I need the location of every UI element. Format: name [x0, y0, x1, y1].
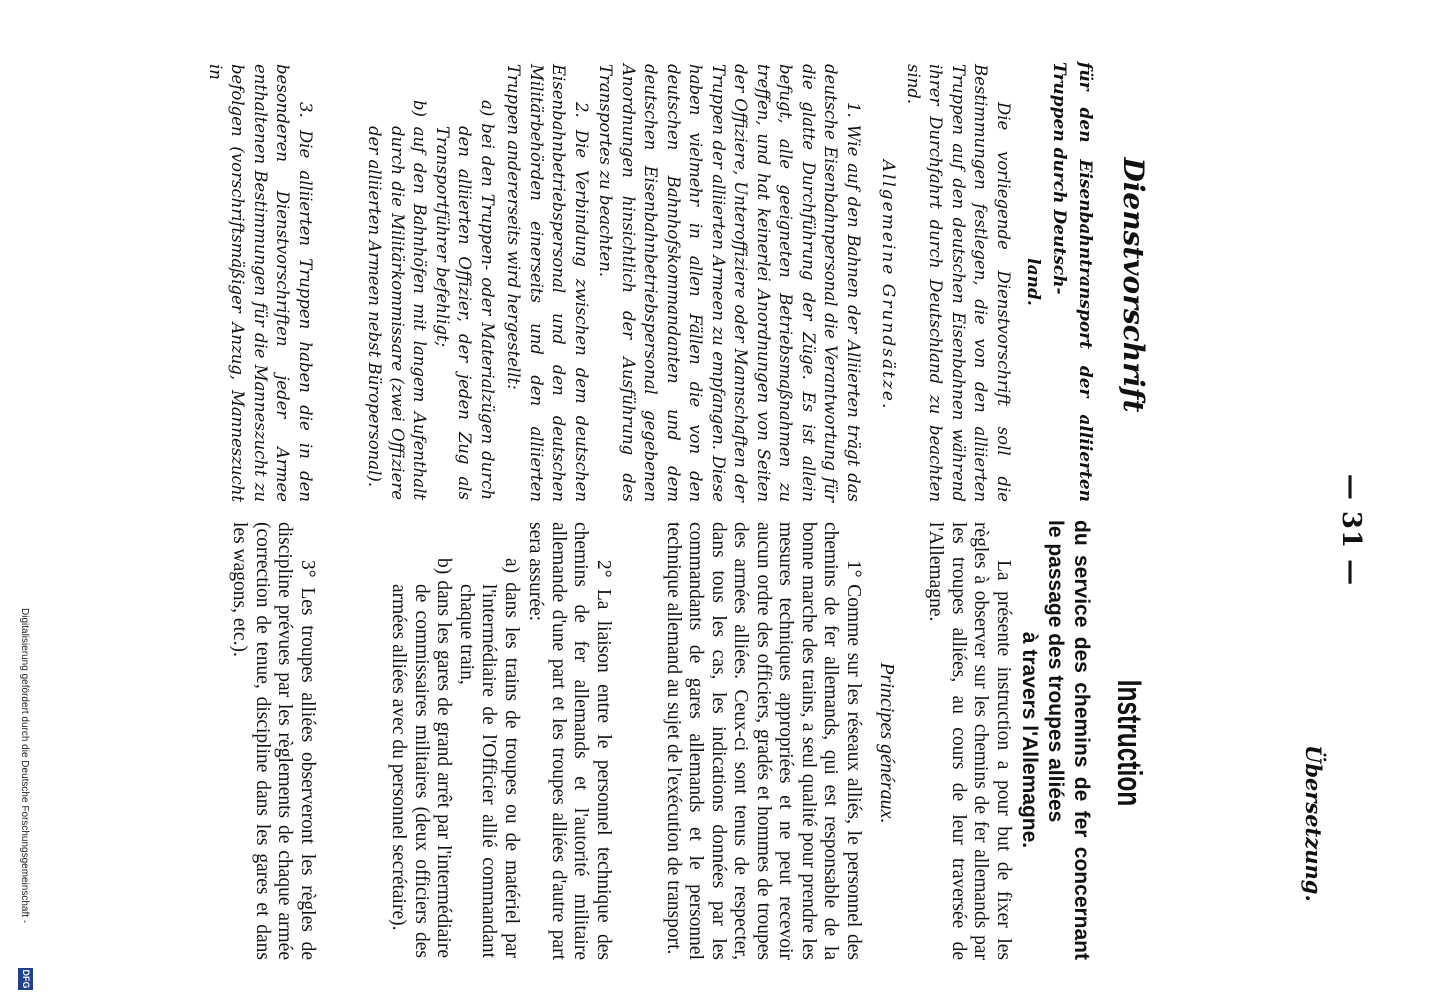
german-subtitle-text: für den Eisenbahntransport der alliierten Truppen durch Deutsch- [1049, 62, 1095, 502]
french-subtitle [1016, 520, 1094, 960]
french-para-2: 2° La liaison entre le personnel technique des chemins de fer allemands et l'autorité militaire allemande d'une part et les troupes alliées d'autre part sera assurée: [525, 522, 614, 960]
german-sublist [363, 100, 498, 500]
french-para-3: 3° Les troupes alliées observeront les règles de discipline prévues par les règlements de chaque armée (correction de tenue, discipline dans les gares et dans les wagons, etc.). [229, 522, 318, 960]
german-title: Dienstvorschrift [1117, 157, 1150, 413]
german-subtitle-last: land. [1023, 258, 1043, 306]
french-item-a: a) dans les trains de troupes ou de matériel par l'intermédiaire de l'Officier allié commandant chaque train, [456, 558, 522, 958]
page-number: — 31 — [1336, 473, 1366, 587]
french-column [0, 518, 1434, 968]
german-principles-heading: Allgemeine Grundsätze. [878, 159, 898, 411]
german-intro: Die vorliegende Dienstvorschrift soll die Bestimmungen festlegen, die von den alliierten Truppen auf den deutschen Eisenbahnen während ihrer Durchfahrt durch Deutschland zu beachten sind. [904, 64, 1013, 502]
translation-label: Übersetzung. [1301, 745, 1326, 902]
german-para-2: 2. Die Verbindung zwischen dem deutschen Eisenbahnbetriebspersonal und den deutschen Militärbehörden einerseits und den alliierten Truppen andererseits wird hergestellt: [504, 64, 591, 502]
digitization-credit: Digitalisierung gefördert durch die Deutsche Forschungsgemeinschaft - [19, 608, 30, 924]
french-subtitle-last: à travers l'Allemagne. [1018, 631, 1041, 849]
german-column [0, 60, 1434, 510]
dfg-logo: DFG [18, 968, 33, 990]
french-item-b: b) dans les gares de grand arrêt par l'intermédiaire de commissaires militaires (deux officiers des armées alliées avec du personnel secrétaire). [388, 558, 455, 958]
german-subtitle [1020, 62, 1098, 502]
french-title: Instruction [1110, 679, 1148, 807]
german-para-3: 3. Die alliierten Truppen haben die in den besonderen Dienstvorschriften jeder Armee enthaltenen Bestimmungen für die Manneszucht zu befolgen (vorschriftsmäßiger Anzug, Manneszucht in [206, 64, 315, 502]
french-subtitle-text: du service des chemins de fer concernant le passage des troupes alliées [1044, 520, 1093, 960]
french-intro: La présente instruction a pour but de fixer les règles à observer sur les chemins de fer allemands par les troupes alliées, au cours de leur traversée de l'Allemagne. [925, 522, 1014, 960]
german-para-1: 1. Wie auf den Bahnen der Alliierten trägt das deutsche Eisenbahnpersonal die Verantwortung für die glatte Durchführung der Züge. Es ist allein befugt, alle geeigneten Betriebsmaßnahmen zu treffen, und hat keinerlei Anordnungen von Seiten der Offiziere, Unteroffiziere oder Mannschaften der Truppen der alliierten Armeen zu empfangen. Diese haben vielmehr in allen Fällen die von den deutschen Bahnhofskommandanten und dem deutschen Eisenbahnbetriebspersonal gegebenen Anordnungen hinsichtlich der Ausführung des Transportes zu beachten. [596, 64, 863, 502]
german-item-a: a) bei den Truppen- oder Materialzügen durch den alliierten Offizier, der jeden Zug als Transportführer befehligt; [433, 100, 497, 500]
french-sublist [387, 558, 522, 958]
german-item-b: b) auf den Bahnhöfen mit langem Aufenthalt durch die Militärkommissare (zwei Offiziere der alliierten Armeen nebst Büropersonal). [365, 100, 430, 500]
french-para-1: 1° Comme sur les réseaux alliés, le personnel des chemins de fer allemands, qui est responsable de la bonne marche des trains, a seul qualité pour prendre les mesures techniques appropriées et ne peut recevoir aucun ordre des officiers, gradés et hommes de troupes des armées alliées. Ceux-ci sont tenus de respecter, dans tous les cas, les indications données par les commandants de gares allemands et le personnel technique allemand au sujet de l'exécution de transport. [663, 522, 864, 960]
french-principles-heading: Principes généraux. [876, 662, 898, 824]
